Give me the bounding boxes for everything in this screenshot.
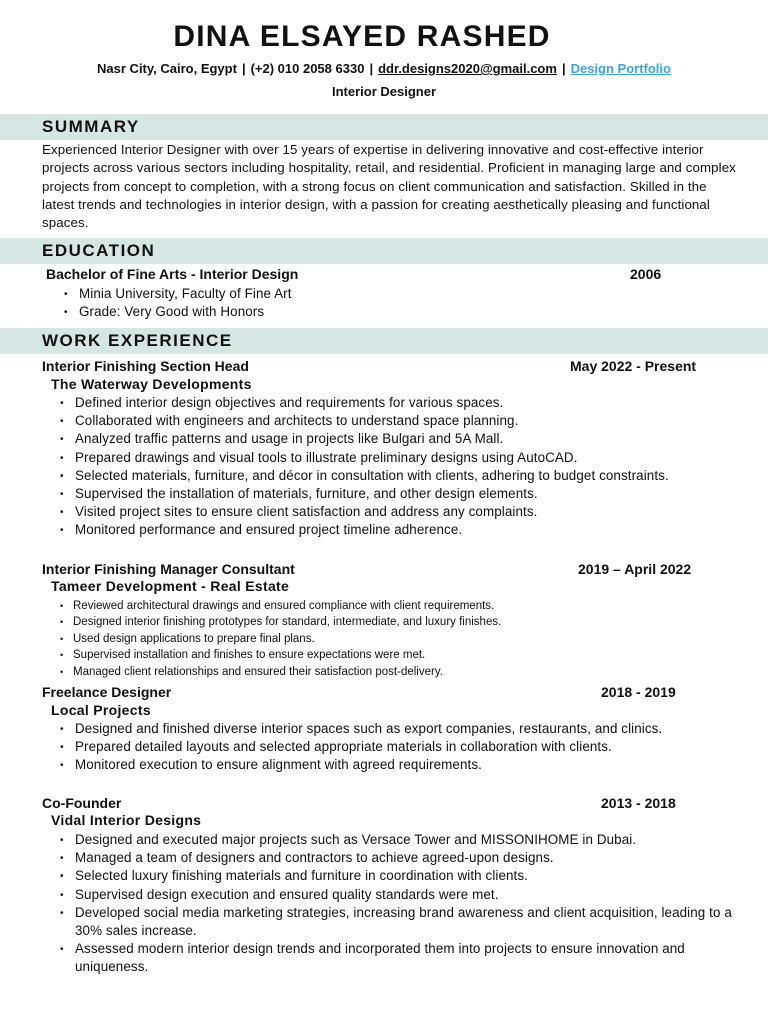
list-item: • Defined interior design objectives and requirements for various spaces. (42, 394, 754, 412)
job-row (42, 561, 766, 577)
education-heading: EDUCATION (42, 241, 156, 260)
job-title: Interior Finishing Section Head (42, 358, 249, 374)
email-link[interactable]: ddr.designs2020@gmail.com (378, 61, 557, 76)
job-bullets (42, 831, 754, 977)
job-dates: 2019 – April 2022 (578, 561, 692, 577)
list-item: • Monitored execution to ensure alignment with agreed requirements. (42, 756, 754, 774)
company-name: Tameer Development - Real Estate (51, 578, 290, 594)
separator: | (561, 61, 566, 76)
job-title: Co-Founder (42, 795, 122, 811)
resume-name: DINA ELSAYED RASHED (173, 20, 551, 53)
summary-text: Experienced Interior Designer with over 15 years of expertise in delivering innovative and cost-effective interior projects across various sectors including hospitality, retail, and residential. Proficient in managing large and complex projects from concept to completion, with a strong focus on client communication and satisfaction. Skilled in the latest trends and technologies in interior design, with a passion for creating aesthetically pleasing and functional spaces. (42, 142, 736, 231)
list-item: • Designed interior finishing prototypes for standard, intermediate, and luxury finishes. (42, 614, 742, 630)
list-item: • Developed social media marketing strategies, increasing brand awareness and client acquisition, leading to a 30% sales increase. (42, 904, 754, 940)
summary-heading: SUMMARY (42, 117, 140, 136)
job-dates: 2013 - 2018 (601, 795, 676, 811)
education-row (46, 266, 768, 282)
job-row (42, 358, 766, 374)
job-row (42, 684, 766, 700)
separator: | (369, 61, 374, 76)
job-bullets (42, 598, 742, 680)
list-item: • Prepared drawings and visual tools to illustrate preliminary designs using AutoCAD. (42, 449, 754, 467)
list-item: • Supervised the installation of materials, furniture, and other design elements. (42, 485, 754, 503)
list-item: • Visited project sites to ensure client satisfaction and address any complaints. (42, 503, 754, 521)
summary-heading-band (0, 114, 768, 140)
job-dates: 2018 - 2019 (601, 684, 676, 700)
list-item: • Supervised design execution and ensured quality standards were met. (42, 886, 754, 904)
job-bullets (42, 720, 754, 775)
list-item: • Assessed modern interior design trends and incorporated them into projects to ensure innovation and uniqueness. (42, 940, 754, 976)
company-name: Local Projects (51, 702, 151, 718)
work-heading-band (0, 328, 768, 354)
address: Nasr City, Cairo, Egypt (97, 61, 237, 76)
education-year: 2006 (630, 266, 662, 282)
list-item: • Prepared detailed layouts and selected appropriate materials in collaboration with clients. (42, 738, 754, 756)
job-dates: May 2022 - Present (570, 358, 697, 374)
job-title: Interior Finishing Manager Consultant (42, 561, 295, 577)
phone: (+2) 010 2058 6330 (250, 61, 365, 76)
job-title: Freelance Designer (42, 684, 172, 700)
list-item: • Minia University, Faculty of Fine Art (46, 285, 758, 303)
company-name: Vidal Interior Designs (51, 812, 202, 828)
list-item: • Designed and executed major projects such as Versace Tower and MISSONIHOME in Dubai. (42, 831, 754, 849)
list-item: • Reviewed architectural drawings and ensured compliance with client requirements. (42, 598, 742, 614)
job-row (42, 795, 766, 811)
job-title: Interior Designer (331, 84, 437, 99)
portfolio-link[interactable]: Design Portfolio (570, 61, 671, 76)
list-item: • Selected materials, furniture, and décor in consultation with clients, adhering to budget constraints. (42, 467, 754, 485)
list-item: • Supervised installation and finishes to ensure expectations were met. (42, 647, 742, 663)
list-item: • Monitored performance and ensured project timeline adherence. (42, 521, 754, 539)
education-details (46, 285, 758, 321)
company-name: The Waterway Developments (51, 376, 252, 392)
separator: | (241, 61, 246, 76)
degree: Bachelor of Fine Arts - Interior Design (46, 266, 299, 282)
work-heading: WORK EXPERIENCE (42, 331, 233, 350)
list-item: • Collaborated with engineers and architects to understand space planning. (42, 412, 754, 430)
job-bullets (42, 394, 754, 540)
list-item: • Designed and finished diverse interior spaces such as export companies, restaurants, and clinics. (42, 720, 754, 738)
list-item: • Analyzed traffic patterns and usage in projects like Bulgari and 5A Mall. (42, 430, 754, 448)
list-item: • Selected luxury finishing materials and furniture in coordination with clients. (42, 867, 754, 885)
education-heading-band (0, 238, 768, 264)
list-item: • Managed client relationships and ensured their satisfaction post-delivery. (42, 664, 742, 680)
list-item: • Used design applications to prepare final plans. (42, 631, 742, 647)
contact-line (0, 61, 768, 76)
list-item: • Managed a team of designers and contractors to achieve agreed-upon designs. (42, 849, 754, 867)
list-item: • Grade: Very Good with Honors (46, 303, 758, 321)
